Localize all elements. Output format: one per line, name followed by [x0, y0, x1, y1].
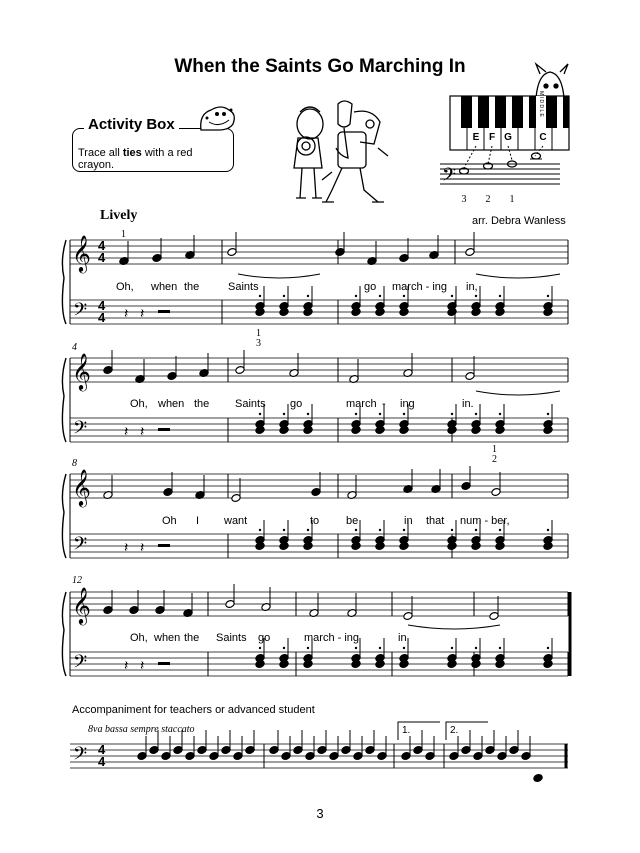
quarter-rest: 𝄽 [124, 539, 129, 555]
lyric: go [364, 281, 377, 293]
quarter-rest: 𝄽 [140, 539, 145, 555]
staccato-dot [475, 413, 477, 415]
tie [476, 274, 560, 278]
finger-number-2: 2 [485, 194, 491, 205]
note-head [533, 774, 543, 783]
staccato-dot [283, 647, 285, 649]
lyric: Oh, [130, 632, 148, 644]
staccato-dot [283, 413, 285, 415]
staccato-dot [379, 413, 381, 415]
fingering-1: 1 [121, 229, 126, 240]
fingering-2: 2 [492, 454, 497, 465]
activity-box-heading: Activity Box [84, 116, 179, 133]
lyric: when [158, 398, 185, 410]
measure-number-12: 12 [72, 575, 82, 586]
time-signature: 4 [98, 250, 106, 265]
time-signature: 4 [98, 754, 106, 769]
treble-clef-icon: 𝄞 [72, 353, 91, 389]
activity-text-end: with a red crayon. [78, 147, 193, 171]
lyric: Oh, [130, 398, 148, 410]
staccato-dot [547, 295, 549, 297]
key-label-g: G [504, 132, 512, 143]
treble-clef-icon: 𝄞 [72, 587, 91, 623]
lyric: in, [466, 281, 478, 293]
page-title: When the Saints Go Marching In [174, 56, 466, 77]
second-ending-label: 2. [450, 725, 459, 736]
half-rest [158, 662, 170, 665]
lyric: Saints [228, 281, 259, 293]
staccato-dot [403, 295, 405, 297]
lyric: - [382, 398, 386, 410]
quarter-rest: 𝄽 [124, 305, 129, 321]
lyric: Saints [216, 632, 247, 644]
brace [62, 592, 66, 676]
measure-number-8: 8 [72, 458, 77, 469]
quarter-rest: 𝄽 [124, 423, 129, 439]
lyric: the [194, 398, 210, 410]
brace [62, 358, 66, 442]
quarter-rest: 𝄽 [140, 423, 145, 439]
time-signature: 4 [98, 742, 106, 757]
staccato-dot [307, 413, 309, 415]
lyric: march - ing [392, 281, 448, 293]
measure-number-4: 4 [72, 342, 77, 353]
fingering-3: 3 [256, 338, 261, 349]
staccato-dot [379, 647, 381, 649]
accompaniment-directions: 8va bassa sempre staccato [88, 724, 195, 735]
lyric: Oh, [116, 281, 134, 293]
lyric: that [426, 515, 445, 527]
quarter-rest: 𝄽 [140, 657, 145, 673]
staccato-dot [283, 529, 285, 531]
lyric: the [184, 632, 200, 644]
staccato-dot [403, 413, 405, 415]
lyric: march [346, 398, 377, 410]
staccato-dot [475, 647, 477, 649]
lyric: in. [398, 632, 410, 644]
staccato-dot [283, 295, 285, 297]
staccato-dot [451, 529, 453, 531]
staff-systems [62, 232, 570, 782]
tie [476, 391, 560, 395]
staccato-dot [499, 295, 501, 297]
tie [238, 274, 320, 278]
staccato-dot [355, 295, 357, 297]
bass-clef-icon: 𝄢 [73, 651, 88, 676]
key-label-f: F [488, 132, 496, 143]
half-rest [158, 428, 170, 431]
bass-clef-icon: 𝄢 [73, 299, 88, 324]
lyric: the [184, 281, 200, 293]
quarter-rest: 𝄽 [124, 657, 129, 673]
activity-text-start: Trace all [78, 147, 123, 159]
staccato-dot [547, 413, 549, 415]
staccato-dot [259, 413, 261, 415]
lyric: want [224, 515, 248, 527]
bass-clef-icon: 𝄢 [73, 533, 88, 558]
key-label-e: E [472, 132, 480, 143]
time-signature: 4 [98, 238, 106, 253]
staccato-dot [307, 647, 309, 649]
staccato-dot [499, 647, 501, 649]
staccato-dot [451, 295, 453, 297]
staccato-dot [379, 529, 381, 531]
accompaniment-label: Accompaniment for teachers or advanced student [72, 704, 315, 716]
lyric: Saints [235, 398, 266, 410]
lyric: in. [462, 398, 474, 410]
bass-clef-icon: 𝄢 [73, 417, 88, 442]
staccato-dot [355, 647, 357, 649]
lyric: march - ing [304, 632, 360, 644]
staccato-dot [403, 529, 405, 531]
lyric: to [310, 515, 320, 527]
lyric: Oh [162, 515, 177, 527]
time-signature: 4 [98, 298, 106, 313]
quarter-rest: 𝄽 [140, 305, 145, 321]
staccato-dot [307, 295, 309, 297]
staccato-dot [499, 413, 501, 415]
staccato-dot [355, 529, 357, 531]
brace [62, 240, 66, 324]
tempo-marking: Lively [100, 208, 138, 223]
tie [408, 625, 500, 629]
arranger-credit: arr. Debra Wanless [472, 215, 566, 227]
lyric: ing [400, 398, 415, 410]
bass-clef-icon: 𝄢 [442, 164, 457, 189]
lyric: when [154, 632, 181, 644]
lyric: when [151, 281, 178, 293]
middle-c-label: M I D D L E [538, 91, 544, 117]
staccato-dot [451, 413, 453, 415]
page-number: 3 [316, 806, 324, 821]
treble-clef-icon: 𝄞 [72, 235, 91, 271]
lyric: in [404, 515, 413, 527]
lyric: go [258, 632, 271, 644]
first-ending-label: 1. [402, 725, 411, 736]
staccato-dot [379, 295, 381, 297]
finger-number-3: 3 [461, 194, 467, 205]
half-rest [158, 544, 170, 547]
staccato-dot [451, 647, 453, 649]
brace [62, 474, 66, 558]
lyric: num - ber, [460, 515, 510, 527]
finger-number-1: 1 [509, 194, 515, 205]
treble-clef-icon: 𝄞 [72, 469, 91, 505]
staccato-dot [259, 295, 261, 297]
staccato-dot [547, 647, 549, 649]
lyric: go [290, 398, 303, 410]
staccato-dot [475, 529, 477, 531]
staccato-dot [547, 529, 549, 531]
bass-clef-icon: 𝄢 [73, 743, 88, 768]
staccato-dot [259, 647, 261, 649]
staccato-dot [403, 647, 405, 649]
lyric: I [196, 515, 200, 527]
staccato-dot [307, 529, 309, 531]
fingering-1c: 1 [492, 444, 497, 455]
fingering-1b: 1 [256, 328, 261, 339]
activity-text-bold: ties [122, 147, 142, 159]
staccato-dot [259, 529, 261, 531]
staccato-dot [475, 295, 477, 297]
key-label-c: C [539, 132, 547, 143]
lyric: be [346, 515, 359, 527]
time-signature: 4 [98, 310, 106, 325]
staccato-dot [355, 413, 357, 415]
staccato-dot [499, 529, 501, 531]
half-rest [158, 310, 170, 313]
